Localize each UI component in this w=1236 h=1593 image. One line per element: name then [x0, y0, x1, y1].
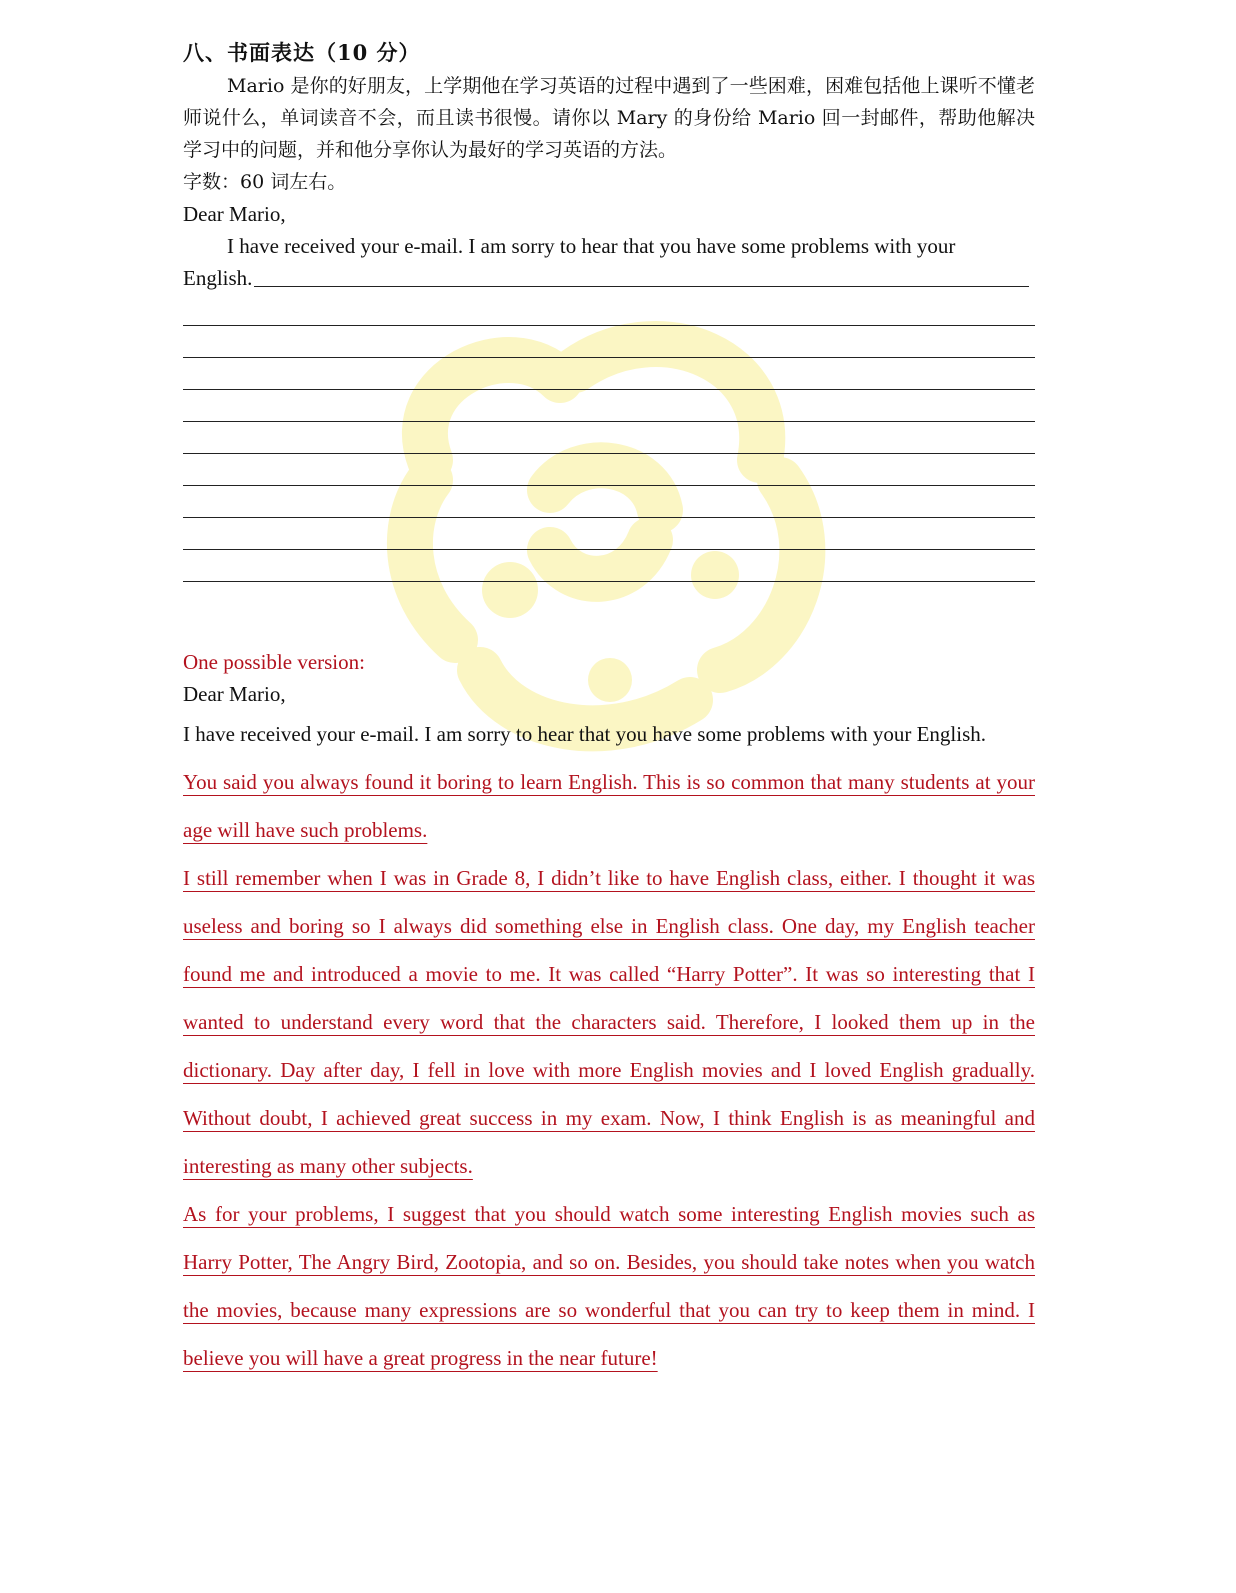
answer-lines: [183, 294, 1035, 582]
sample-answer-paragraph: I still remember when I was in Grade 8, I didn’t like to have English class, either. I thought it was useless and boring so I always did something else in English class. One day, my English teacher found me and introduced a movie to me. It was called “Harry Potter”. It was so interesting that I wanted to understand every word that the characters said. Therefore, I looked them up in the dictionary. Day after day, I fell in love with more English movies and I loved English gradually. Without doubt, I achieved great success in my exam. Now, I think English is as meaningful and interesting as many other subjects.: [183, 866, 1035, 1178]
answer-line[interactable]: [183, 518, 1035, 550]
letter-opening-end: English.: [183, 266, 253, 290]
letter-opening: I have received your e-mail. I am sorry to hear that you have some problems with your: [227, 234, 956, 258]
sample-answer: [183, 646, 1035, 1382]
sample-answer-greeting: Dear Mario,: [183, 682, 286, 706]
answer-line[interactable]: [183, 294, 1035, 326]
sample-answer-label: One possible version:: [183, 650, 365, 674]
answer-line[interactable]: [183, 486, 1035, 518]
blank-rule: [254, 286, 1029, 287]
task-prompt: Mario 是你的好朋友，上学期他在学习英语的过程中遇到了一些困难，困难包括他上课听不懂老师说什么，单词读音不会，而且读书很慢。请你以 Mary 的身份给 Mario 回一封邮件，帮助他解决学习中的问题，并和他分享你认为最好的学习英语的方法。: [183, 75, 1035, 161]
answer-line[interactable]: [183, 550, 1035, 582]
sample-answer-paragraph: As for your problems, I suggest that you should watch some interesting English movies such as Harry Potter, The Angry Bird, Zootopia, and so on. Besides, you should take notes when you watch the movies, because many expressions are so wonderful that you can try to keep them in mind. I believe you will have a great progress in the near future!: [183, 1202, 1035, 1370]
answer-line[interactable]: [183, 390, 1035, 422]
answer-line[interactable]: [183, 358, 1035, 390]
letter-greeting: Dear Mario,: [183, 202, 286, 226]
answer-line[interactable]: [183, 326, 1035, 358]
question-area: [183, 36, 1035, 582]
sample-answer-opening: I have received your e-mail. I am sorry to hear that you have some problems with your English.: [183, 722, 987, 746]
answer-line-first[interactable]: [183, 262, 1035, 294]
answer-line[interactable]: [183, 454, 1035, 486]
sample-answer-paragraph: You said you always found it boring to learn English. This is so common that many students at your age will have such problems.: [183, 770, 1035, 842]
section-title: 八、书面表达（10 分）: [183, 40, 421, 65]
word-count-requirement: 字数：60 词左右。: [183, 171, 347, 193]
answer-line[interactable]: [183, 422, 1035, 454]
